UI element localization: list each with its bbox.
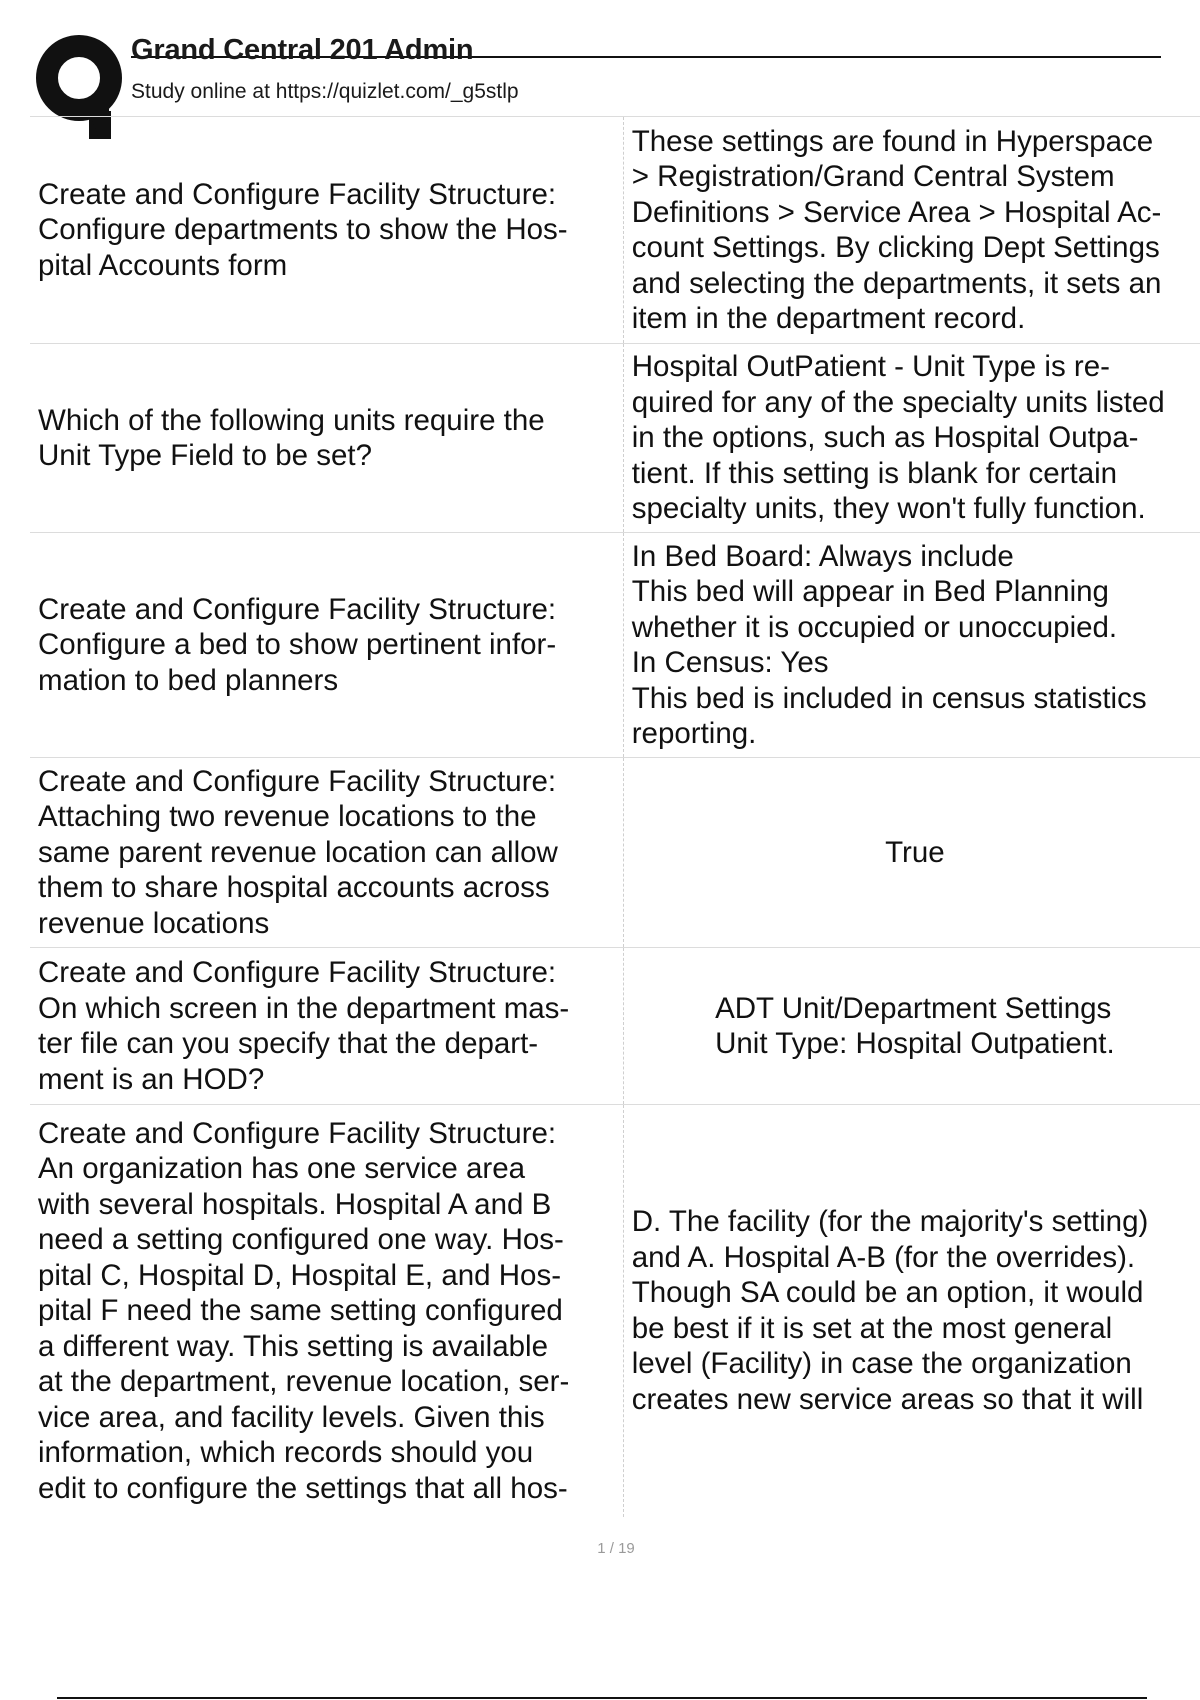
flashcard-term: Create and Configure Facility Structure: Attaching two revenue locations to the same parent revenue location can allow them to share hospital accounts across revenue locations (38, 764, 558, 940)
flashcard-definition: Hospital OutPatient - Unit Type is re- quired for any of the specialty units listed in the options, such as Hospital Outpa- tient. If this setting is blank for certain specialty units, they won't fully function. (631, 350, 1165, 526)
flashcard-term: Which of the following units require the Unit Type Field to be set? (38, 403, 545, 472)
flashcard-definition-cell (623, 344, 1200, 533)
flashcard-row (30, 758, 1200, 948)
flashcard-term-cell (30, 533, 623, 758)
footer-rule (57, 1697, 1147, 1699)
flashcard-term-cell (30, 344, 623, 533)
flashcard-definition-cell (623, 758, 1200, 948)
flashcard-term: Create and Configure Facility Structure: An organization has one service area with several hospitals. Hospital A and B need a setting configured one way. Hos- pital C, Hospital D, Hospital E, and Hos- pital F need the same setting configured a different way. This setting is available at the department, revenue location, ser- vice area, and facility levels. Given this information, which records should you edit to configure the settings that all hos- (38, 1116, 570, 1505)
flashcard-term: Create and Configure Facility Structure: Configure a bed to show pertinent infor- mation to bed planners (38, 592, 557, 697)
page-header (30, 30, 1160, 115)
flashcard-term-cell (30, 948, 623, 1105)
flashcard-term: Create and Configure Facility Structure: On which screen in the department mas- ter file can you specify that the depart- ment is an HOD? (38, 956, 570, 1096)
flashcard-term-cell (30, 1105, 623, 1517)
flashcard-term-cell (30, 117, 623, 344)
study-online-link[interactable]: Study online at https://quizlet.com/_g5stlp (131, 80, 519, 103)
flashcard-term-cell (30, 758, 623, 948)
flashcard-definition: These settings are found in Hyperspace > Registration/Grand Central System Definitions > Service Area > Hospital Ac- count Settings. By clicking Dept Settings and selecting the departments, it sets an item in the department record. (631, 124, 1162, 335)
flashcard-definition-cell (623, 1105, 1200, 1517)
flashcard-row (30, 117, 1200, 344)
flashcard-row (30, 1105, 1200, 1517)
flashcard-row (30, 948, 1200, 1105)
page-title: Grand Central 201 Admin (131, 34, 474, 66)
flashcard-term: Create and Configure Facility Structure: Configure departments to show the Hos- pital Accounts form (38, 177, 568, 282)
flashcard-row (30, 344, 1200, 533)
flashcard-definition: In Bed Board: Always include This bed will appear in Bed Planning whether it is occupied or unoccupied. In Census: Yes This bed is included in census statistics reporting. (631, 539, 1147, 750)
flashcard-definition: True (885, 835, 945, 869)
flashcard-definition-cell (623, 533, 1200, 758)
flashcard-table (30, 116, 1200, 1517)
flashcard-definition: D. The facility (for the majority's setting) and A. Hospital A-B (for the overrides). Though SA could be an option, it would be best if it is set at the most general level (Facility) in case the organization creates new service areas so that it will (631, 1205, 1149, 1416)
flashcard-definition-cell (623, 117, 1200, 344)
page-indicator: 1 / 19 (597, 1540, 635, 1557)
flashcard-definition: ADT Unit/Department Settings Unit Type: Hospital Outpatient. (715, 991, 1115, 1060)
flashcard-row (30, 533, 1200, 758)
flashcard-definition-cell (623, 948, 1200, 1105)
